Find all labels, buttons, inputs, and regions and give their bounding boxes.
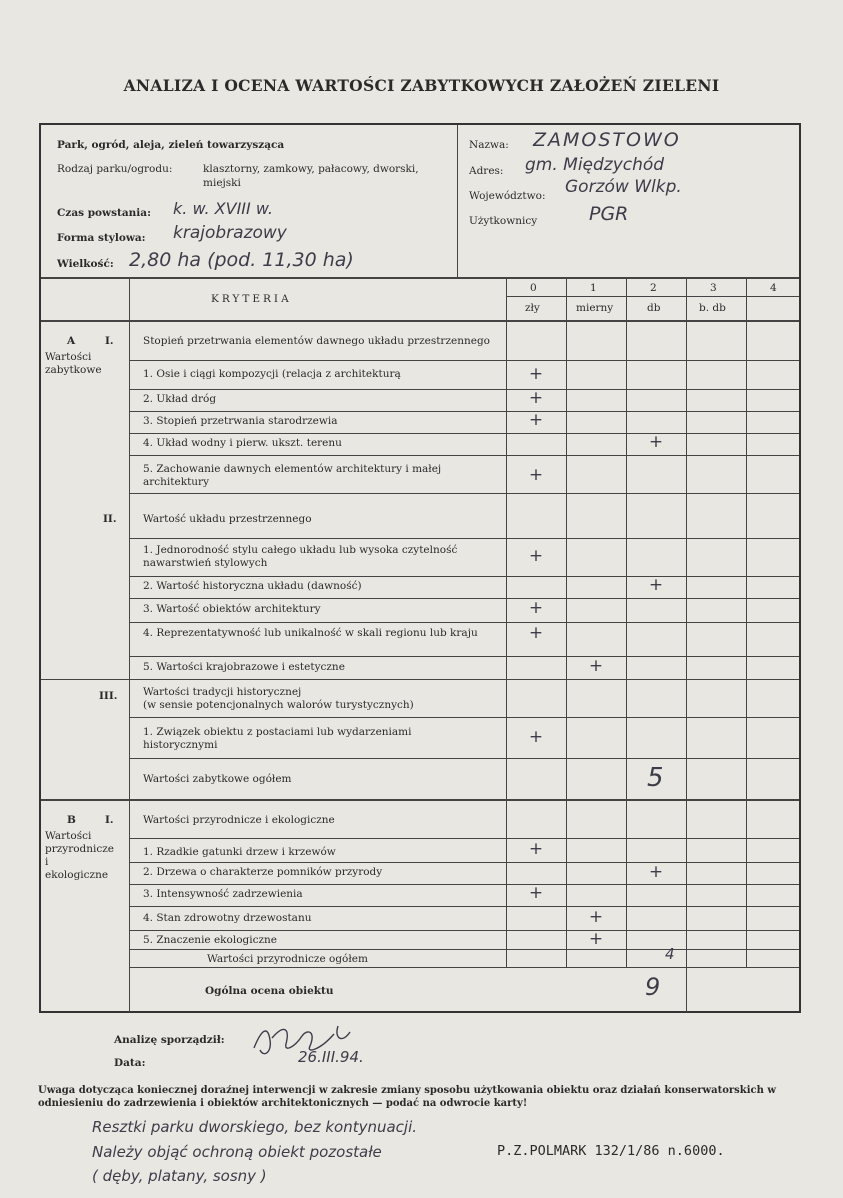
criteria-bottom-line bbox=[41, 320, 799, 322]
b-title: Wartości przyrodnicze i ekologiczne bbox=[143, 814, 335, 826]
mark-plus: + bbox=[588, 907, 604, 927]
overall-divider bbox=[686, 967, 687, 1013]
a2-title: Wartość układu przestrzennego bbox=[143, 513, 312, 525]
section-b-name: Wartości przyrodnicze i ekologiczne bbox=[45, 830, 115, 881]
row-line bbox=[129, 622, 799, 623]
score-label: zły bbox=[525, 302, 540, 314]
note-line: Resztki parku dworskiego, bez kontynuacji. bbox=[92, 1118, 418, 1136]
a1-item: 1. Osie i ciągi kompozycji (relacja z architekturą bbox=[143, 368, 401, 380]
a2-item: 2. Wartość historyczna układu (dawność) bbox=[143, 580, 362, 592]
row-line bbox=[129, 433, 799, 434]
section-b-numeral: I. bbox=[105, 814, 114, 826]
b-item: 1. Rzadkie gatunki drzew i krzewów bbox=[143, 846, 336, 858]
a2-item: 4. Reprezentatywność lub unikalność w skali regionu lub kraju bbox=[143, 627, 478, 639]
a2-item: 1. Jednorodność stylu całego układu lub wysoka czytelność nawarstwień stylowych bbox=[143, 544, 458, 569]
row-line bbox=[129, 930, 799, 931]
a1-item: 2. Układ dróg bbox=[143, 393, 217, 405]
b-total-label: Wartości przyrodnicze ogółem bbox=[207, 953, 368, 965]
row-line bbox=[129, 360, 799, 361]
a3-numeral: III. bbox=[99, 690, 118, 702]
mark-plus: + bbox=[528, 465, 544, 485]
a2-item: 3. Wartość obiektów architektury bbox=[143, 603, 321, 615]
score-header-line bbox=[506, 296, 799, 297]
row-line bbox=[129, 538, 799, 539]
header-divider bbox=[457, 125, 458, 277]
mark-plus: + bbox=[648, 575, 664, 595]
style-value: krajobrazowy bbox=[173, 223, 287, 243]
note-line: ( dęby, platany, sosny ) bbox=[92, 1167, 267, 1185]
date-value: 26.III.94. bbox=[298, 1048, 364, 1066]
mark-plus: + bbox=[528, 546, 544, 566]
style-label: Forma stylowa: bbox=[57, 232, 146, 244]
users-label: Użytkownicy bbox=[469, 215, 538, 227]
mark-plus: + bbox=[648, 432, 664, 452]
a1-item: 5. Zachowanie dawnych elementów architektury i małej architektury bbox=[143, 463, 442, 488]
b-item: 4. Stan zdrowotny drzewostanu bbox=[143, 912, 312, 924]
size-label: Wielkość: bbox=[57, 258, 114, 270]
intervention-note: Uwaga dotycząca koniecznej doraźnej interwencji w zakresie zmiany sposobu użytkowania obiektu oraz działań konserwatorskich w odniesieniu do zadrzewienia i obiektów architektonicznych — podać na odwrocie karty! bbox=[38, 1085, 776, 1109]
mark-plus: + bbox=[528, 727, 544, 747]
prepared-label: Analizę sporządził: bbox=[114, 1034, 225, 1046]
score-label: b. db bbox=[699, 302, 726, 314]
row-line bbox=[129, 717, 799, 718]
row-line bbox=[129, 598, 799, 599]
kind-label: Rodzaj parku/ogrodu: bbox=[57, 163, 173, 175]
b-total-value: 4 bbox=[665, 945, 675, 963]
row-line bbox=[129, 906, 799, 907]
era-value: k. w. XVIII w. bbox=[173, 199, 273, 218]
kind-options: klasztorny, zamkowy, pałacowy, dworski, bbox=[203, 163, 419, 175]
address-label: Adres: bbox=[469, 165, 504, 177]
row-line bbox=[129, 862, 799, 863]
mark-plus: + bbox=[588, 656, 604, 676]
row-line bbox=[129, 838, 799, 839]
score-number: 3 bbox=[710, 282, 717, 294]
score-label: db bbox=[647, 302, 661, 314]
section-a-code: A bbox=[67, 335, 76, 347]
mark-plus: + bbox=[528, 598, 544, 618]
left-column-line bbox=[129, 277, 130, 1013]
score-number: 0 bbox=[530, 282, 537, 294]
form-title: ANALIZA I OCENA WARTOŚCI ZABYTKOWYCH ZAŁOŻEŃ ZIELENI bbox=[123, 76, 720, 95]
b-item: 5. Znaczenie ekologiczne bbox=[143, 934, 278, 946]
name-label: Nazwa: bbox=[469, 139, 509, 151]
a3-title: Wartości tradycji historycznej bbox=[143, 686, 302, 698]
score-number: 1 bbox=[590, 282, 597, 294]
overall-value: 9 bbox=[645, 973, 661, 1001]
a3-item: 1. Związek obiektu z postaciami lub wydarzeniami historycznymi bbox=[143, 726, 412, 751]
row-line bbox=[129, 758, 799, 759]
row-line bbox=[129, 411, 799, 412]
section-a-numeral: I. bbox=[105, 335, 114, 347]
date-label: Data: bbox=[114, 1057, 146, 1069]
name-value: ZAMOSTOWO bbox=[533, 129, 681, 151]
a-total-value: 5 bbox=[647, 763, 664, 793]
note-line: Należy objąć ochroną obiekt pozostałe bbox=[92, 1143, 382, 1161]
section-divider bbox=[41, 799, 799, 801]
row-line bbox=[129, 455, 799, 456]
mark-plus: + bbox=[588, 929, 604, 949]
mark-plus: + bbox=[528, 623, 544, 643]
overall-label: Ogólna ocena obiektu bbox=[205, 985, 334, 997]
a-total-label: Wartości zabytkowe ogółem bbox=[143, 773, 292, 785]
score-label: mierny bbox=[576, 302, 614, 314]
mark-plus: + bbox=[528, 388, 544, 408]
row-line bbox=[129, 967, 799, 968]
mark-plus: + bbox=[528, 839, 544, 859]
mark-plus: + bbox=[648, 862, 664, 882]
row-line bbox=[129, 949, 799, 950]
section-b-code: B bbox=[67, 814, 76, 826]
row-line bbox=[129, 884, 799, 885]
row-line bbox=[41, 679, 799, 680]
score-number: 4 bbox=[770, 282, 777, 294]
a1-title: Stopień przetrwania elementów dawnego układu przestrzennego bbox=[143, 335, 490, 347]
a3-title-2: (w sensie potencjonalnych walorów turystycznych) bbox=[143, 699, 414, 711]
b-item: 2. Drzewa o charakterze pomników przyrody bbox=[143, 866, 383, 878]
era-label: Czas powstania: bbox=[57, 207, 151, 219]
a1-item: 4. Układ wodny i pierw. ukszt. terenu bbox=[143, 437, 342, 449]
mark-plus: + bbox=[528, 883, 544, 903]
row-line bbox=[129, 576, 799, 577]
voivodeship-value: Gorzów Wlkp. bbox=[565, 177, 682, 197]
b-item: 3. Intensywność zadrzewienia bbox=[143, 888, 303, 900]
criteria-label: KRYTERIA bbox=[211, 293, 292, 305]
row-line bbox=[129, 389, 799, 390]
form-frame bbox=[39, 123, 801, 1013]
park-types: Park, ogród, aleja, zieleń towarzysząca bbox=[57, 139, 285, 151]
mark-plus: + bbox=[528, 410, 544, 430]
a2-numeral: II. bbox=[103, 513, 117, 525]
row-line bbox=[129, 656, 799, 657]
score-number: 2 bbox=[650, 282, 657, 294]
section-a-name: Wartości zabytkowe bbox=[45, 351, 102, 376]
size-value: 2,80 ha (pod. 11,30 ha) bbox=[129, 249, 354, 271]
a2-item: 5. Wartości krajobrazowe i estetyczne bbox=[143, 661, 345, 673]
users-value: PGR bbox=[589, 203, 629, 225]
row-line bbox=[129, 493, 799, 494]
a1-item: 3. Stopień przetrwania starodrzewia bbox=[143, 415, 338, 427]
address-value: gm. Międzychód bbox=[525, 155, 665, 175]
kind-options-2: miejski bbox=[203, 177, 241, 189]
mark-plus: + bbox=[528, 364, 544, 384]
print-code: P.Z.POLMARK 132/1/86 n.6000. bbox=[494, 1143, 725, 1159]
voivodeship-label: Województwo: bbox=[469, 190, 546, 202]
